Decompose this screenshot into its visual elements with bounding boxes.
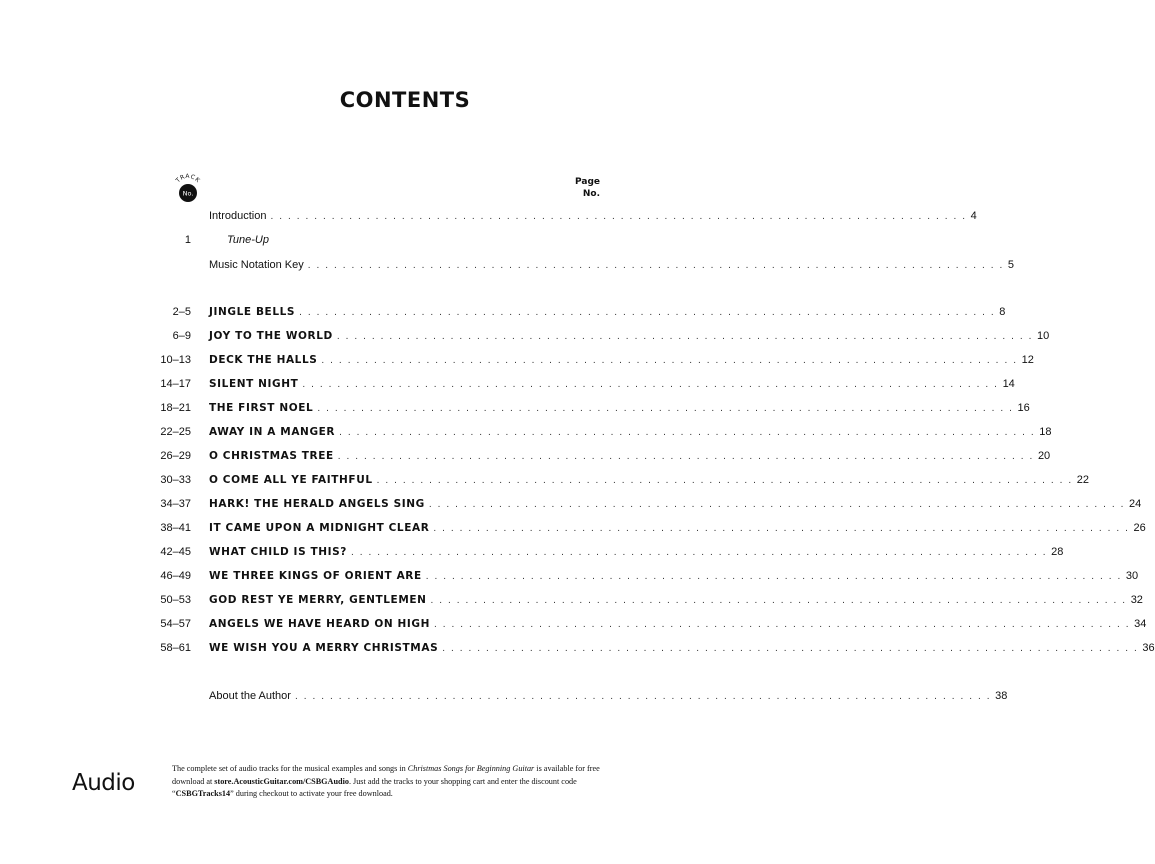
track-number: 18–21 bbox=[160, 402, 191, 414]
toc-entry[interactable] bbox=[209, 448, 1051, 465]
toc-entry[interactable] bbox=[209, 376, 1015, 393]
page-number: 8 bbox=[999, 306, 1006, 318]
toc-row bbox=[0, 424, 1052, 440]
dot-leader: . . . . . . . . . . . . . . . . . . . . . . . . . . . . . . . . . . . . . . . . . . . . . . . . . . . . . . . . . . . . . . . . . . . . . . . . . . . . . . . . bbox=[336, 331, 1033, 342]
track-number: 46–49 bbox=[160, 570, 191, 582]
page-no-label: No. bbox=[582, 189, 600, 199]
toc-entry[interactable] bbox=[209, 568, 1139, 585]
entry-title: Music Notation Key bbox=[209, 259, 304, 271]
toc-row bbox=[0, 688, 1008, 704]
toc-entry[interactable] bbox=[209, 352, 1034, 369]
toc-entry[interactable] bbox=[209, 544, 1064, 561]
track-number: 2–5 bbox=[172, 306, 191, 318]
track-number: 26–29 bbox=[160, 450, 191, 462]
page-number: 4 bbox=[970, 210, 977, 222]
entry-title: JINGLE BELLS bbox=[209, 306, 296, 318]
audio-text-3: . Just add the tracks to your shopping cart and enter the discount code “ bbox=[172, 776, 577, 798]
entry-title: JOY TO THE WORLD bbox=[209, 330, 333, 342]
toc-row bbox=[0, 592, 1143, 608]
entry-title: GOD REST YE MERRY, GENTLEMEN bbox=[209, 594, 427, 606]
toc-entry[interactable] bbox=[209, 232, 598, 248]
page-number: 32 bbox=[1130, 594, 1143, 606]
toc-entry[interactable] bbox=[209, 688, 1008, 705]
toc-entry[interactable] bbox=[209, 424, 1052, 441]
page-number: 24 bbox=[1129, 498, 1142, 510]
entry-title: O CHRISTMAS TREE bbox=[209, 450, 334, 462]
entry-title: ANGELS WE HAVE HEARD ON HIGH bbox=[209, 618, 430, 630]
entry-title: THE FIRST NOEL bbox=[209, 402, 314, 414]
entry-title: WHAT CHILD IS THIS? bbox=[209, 546, 347, 558]
toc-entry[interactable] bbox=[209, 592, 1143, 609]
entry-title: DECK THE HALLS bbox=[209, 354, 318, 366]
dot-leader: . . . . . . . . . . . . . . . . . . . . . . . . . . . . . . . . . . . . . . . . . . . . . . . . . . . . . . . . . . . . . . . . . . . . . . . . . . . . . . . . bbox=[428, 499, 1126, 510]
toc-row bbox=[0, 232, 648, 248]
dot-leader: . . . . . . . . . . . . . . . . . . . . . . . . . . . . . . . . . . . . . . . . . . . . . . . . . . . . . . . . . . . . . . . . . . . . . . . . . . . . . . . . bbox=[317, 403, 1014, 414]
toc-row bbox=[0, 400, 1030, 416]
track-number: 10–13 bbox=[160, 354, 191, 366]
dot-leader: . . . . . . . . . . . . . . . . . . . . . . . . . . . . . . . . . . . . . . . . . . . . . . . . . . . . . . . . . . . . . . . . . . . . . . . . . . . . . . . . bbox=[321, 355, 1018, 366]
entry-title: IT CAME UPON A MIDNIGHT CLEAR bbox=[209, 522, 430, 534]
toc-row bbox=[0, 208, 977, 224]
toc-row bbox=[0, 328, 1050, 344]
dot-leader: . . . . . . . . . . . . . . . . . . . . . . . . . . . . . . . . . . . . . . . . . . . . . . . . . . . . . . . . . . . . . . . . . . . . . . . . . . . . . . . . bbox=[376, 475, 1073, 486]
toc-row bbox=[0, 472, 1090, 488]
entry-title: WE THREE KINGS OF ORIENT ARE bbox=[209, 570, 422, 582]
dot-leader: . . . . . . . . . . . . . . . . . . . . . . . . . . . . . . . . . . . . . . . . . . . . . . . . . . . . . . . . . . . . . . . . . . . . . . . . . . . . . . . . bbox=[433, 523, 1130, 534]
page-number: 30 bbox=[1125, 570, 1139, 582]
page-number: 10 bbox=[1037, 330, 1050, 342]
toc-entry[interactable] bbox=[209, 304, 1006, 321]
track-label: TRACK bbox=[174, 173, 202, 185]
page-number: 26 bbox=[1133, 522, 1146, 534]
track-no-label: No. bbox=[182, 189, 194, 198]
track-number: 22–25 bbox=[160, 426, 191, 438]
page-number: 22 bbox=[1076, 474, 1090, 486]
audio-text-2: is available for free download at bbox=[172, 764, 600, 786]
toc-row bbox=[0, 640, 1155, 656]
toc-entry[interactable] bbox=[209, 496, 1142, 513]
track-number-badge-icon bbox=[170, 173, 206, 209]
toc-entry[interactable] bbox=[209, 400, 1030, 417]
dot-leader: . . . . . . . . . . . . . . . . . . . . . . . . . . . . . . . . . . . . . . . . . . . . . . . . . . . . . . . . . . . . . . . . . . . . . . . . . . . . . . . . bbox=[337, 451, 1034, 462]
toc-row bbox=[0, 616, 1147, 632]
page-number: 5 bbox=[1007, 259, 1015, 271]
entry-title: SILENT NIGHT bbox=[209, 378, 299, 390]
track-number: 50–53 bbox=[160, 594, 191, 606]
toc-entry[interactable] bbox=[209, 472, 1090, 489]
track-number: 34–37 bbox=[160, 498, 191, 510]
toc-entry[interactable] bbox=[209, 520, 1146, 537]
toc-row bbox=[0, 568, 1139, 584]
page-number: 20 bbox=[1037, 450, 1051, 462]
toc-entry[interactable] bbox=[209, 257, 1015, 274]
dot-leader: . . . . . . . . . . . . . . . . . . . . . . . . . . . . . . . . . . . . . . . . . . . . . . . . . . . . . . . . . . . . . . . . . . . . . . . . . . . . . . . . bbox=[442, 643, 1139, 654]
entry-title: WE WISH YOU A MERRY CHRISTMAS bbox=[209, 642, 439, 654]
track-number: 1 bbox=[184, 234, 191, 246]
track-number: 30–33 bbox=[160, 474, 191, 486]
track-number: 54–57 bbox=[160, 618, 191, 630]
entry-title: HARK! THE HERALD ANGELS SING bbox=[209, 498, 425, 510]
page-number: 14 bbox=[1002, 378, 1015, 390]
dot-leader: . . . . . . . . . . . . . . . . . . . . . . . . . . . . . . . . . . . . . . . . . . . . . . . . . . . . . . . . . . . . . . . . . . . . . . . . . . . . . . . . bbox=[434, 619, 1131, 630]
page-title: CONTENTS bbox=[339, 88, 471, 112]
dot-leader: . . . . . . . . . . . . . . . . . . . . . . . . . . . . . . . . . . . . . . . . . . . . . . . . . . . . . . . . . . . . . . . . . . . . . . . . . . . . . . . . bbox=[294, 691, 992, 702]
audio-heading: Audio bbox=[72, 770, 135, 796]
toc-entry[interactable] bbox=[209, 640, 1155, 657]
audio-text-4: ” during checkout to activate your free download. bbox=[230, 789, 393, 798]
page-number: 36 bbox=[1142, 642, 1155, 654]
dot-leader: . . . . . . . . . . . . . . . . . . . . . . . . . . . . . . . . . . . . . . . . . . . . . . . . . . . . . . . . . . . . . . . . . . . . . . . . . . . . . . . . bbox=[425, 571, 1122, 582]
toc-entry[interactable] bbox=[209, 208, 977, 225]
entry-title: Introduction bbox=[209, 210, 267, 222]
track-number: 38–41 bbox=[160, 522, 191, 534]
entry-title: About the Author bbox=[209, 690, 291, 702]
svg-text:TRACK bbox=[174, 173, 202, 185]
audio-book-title: Christmas Songs for Beginning Guitar bbox=[407, 764, 535, 773]
track-number: 6–9 bbox=[172, 330, 191, 342]
track-number: 58–61 bbox=[160, 642, 191, 654]
page-number: 16 bbox=[1017, 402, 1030, 414]
audio-download-link[interactable]: store.AcousticGuitar.com/CSBGAudio bbox=[214, 776, 349, 786]
toc-row bbox=[0, 448, 1051, 464]
toc-entry[interactable] bbox=[209, 616, 1147, 633]
audio-text-1: The complete set of audio tracks for the musical examples and songs in bbox=[172, 764, 408, 773]
track-number: 42–45 bbox=[160, 546, 191, 558]
entry-title: Tune-Up bbox=[227, 234, 269, 246]
page-label: Page bbox=[575, 177, 600, 187]
toc-row bbox=[0, 304, 1006, 320]
page-number: 34 bbox=[1134, 618, 1147, 630]
track-number: 14–17 bbox=[160, 378, 191, 390]
dot-leader: . . . . . . . . . . . . . . . . . . . . . . . . . . . . . . . . . . . . . . . . . . . . . . . . . . . . . . . . . . . . . . . . . . . . . . . . . . . . . . . . bbox=[270, 211, 967, 222]
dot-leader: . . . . . . . . . . . . . . . . . . . . . . . . . . . . . . . . . . . . . . . . . . . . . . . . . . . . . . . . . . . . . . . . . . . . . . . . . . . . . . . . bbox=[339, 427, 1036, 438]
page-number: 38 bbox=[995, 690, 1008, 702]
dot-leader: . . . . . . . . . . . . . . . . . . . . . . . . . . . . . . . . . . . . . . . . . . . . . . . . . . . . . . . . . . . . . . . . . . . . . . . . . . . . . . . . bbox=[351, 547, 1048, 558]
dot-leader: . . . . . . . . . . . . . . . . . . . . . . . . . . . . . . . . . . . . . . . . . . . . . . . . . . . . . . . . . . . . . . . . . . . . . . . . . . . . . . . . bbox=[430, 595, 1127, 606]
page-number: 12 bbox=[1021, 354, 1034, 366]
page-number: 28 bbox=[1051, 546, 1064, 558]
entry-title: O COME ALL YE FAITHFUL bbox=[209, 474, 373, 486]
toc-row bbox=[0, 257, 1015, 273]
dot-leader: . . . . . . . . . . . . . . . . . . . . . . . . . . . . . . . . . . . . . . . . . . . . . . . . . . . . . . . . . . . . . . . . . . . . . . . . . . . . . . . . bbox=[299, 307, 996, 318]
entry-title: AWAY IN A MANGER bbox=[209, 426, 336, 438]
dot-leader: . . . . . . . . . . . . . . . . . . . . . . . . . . . . . . . . . . . . . . . . . . . . . . . . . . . . . . . . . . . . . . . . . . . . . . . . . . . . . . . . bbox=[302, 379, 999, 390]
audio-download-note bbox=[172, 763, 602, 801]
toc-row bbox=[0, 496, 1142, 512]
audio-discount-code: CSBGTracks14 bbox=[175, 789, 231, 798]
toc-entry[interactable] bbox=[209, 328, 1050, 345]
dot-leader: . . . . . . . . . . . . . . . . . . . . . . . . . . . . . . . . . . . . . . . . . . . . . . . . . . . . . . . . . . . . . . . . . . . . . . . . . . . . . . . . bbox=[307, 260, 1004, 271]
toc-row bbox=[0, 544, 1064, 560]
page-number-header bbox=[575, 176, 600, 200]
toc-row bbox=[0, 376, 1015, 392]
page-number: 18 bbox=[1039, 426, 1052, 438]
toc-row bbox=[0, 352, 1034, 368]
toc-row bbox=[0, 520, 1146, 536]
